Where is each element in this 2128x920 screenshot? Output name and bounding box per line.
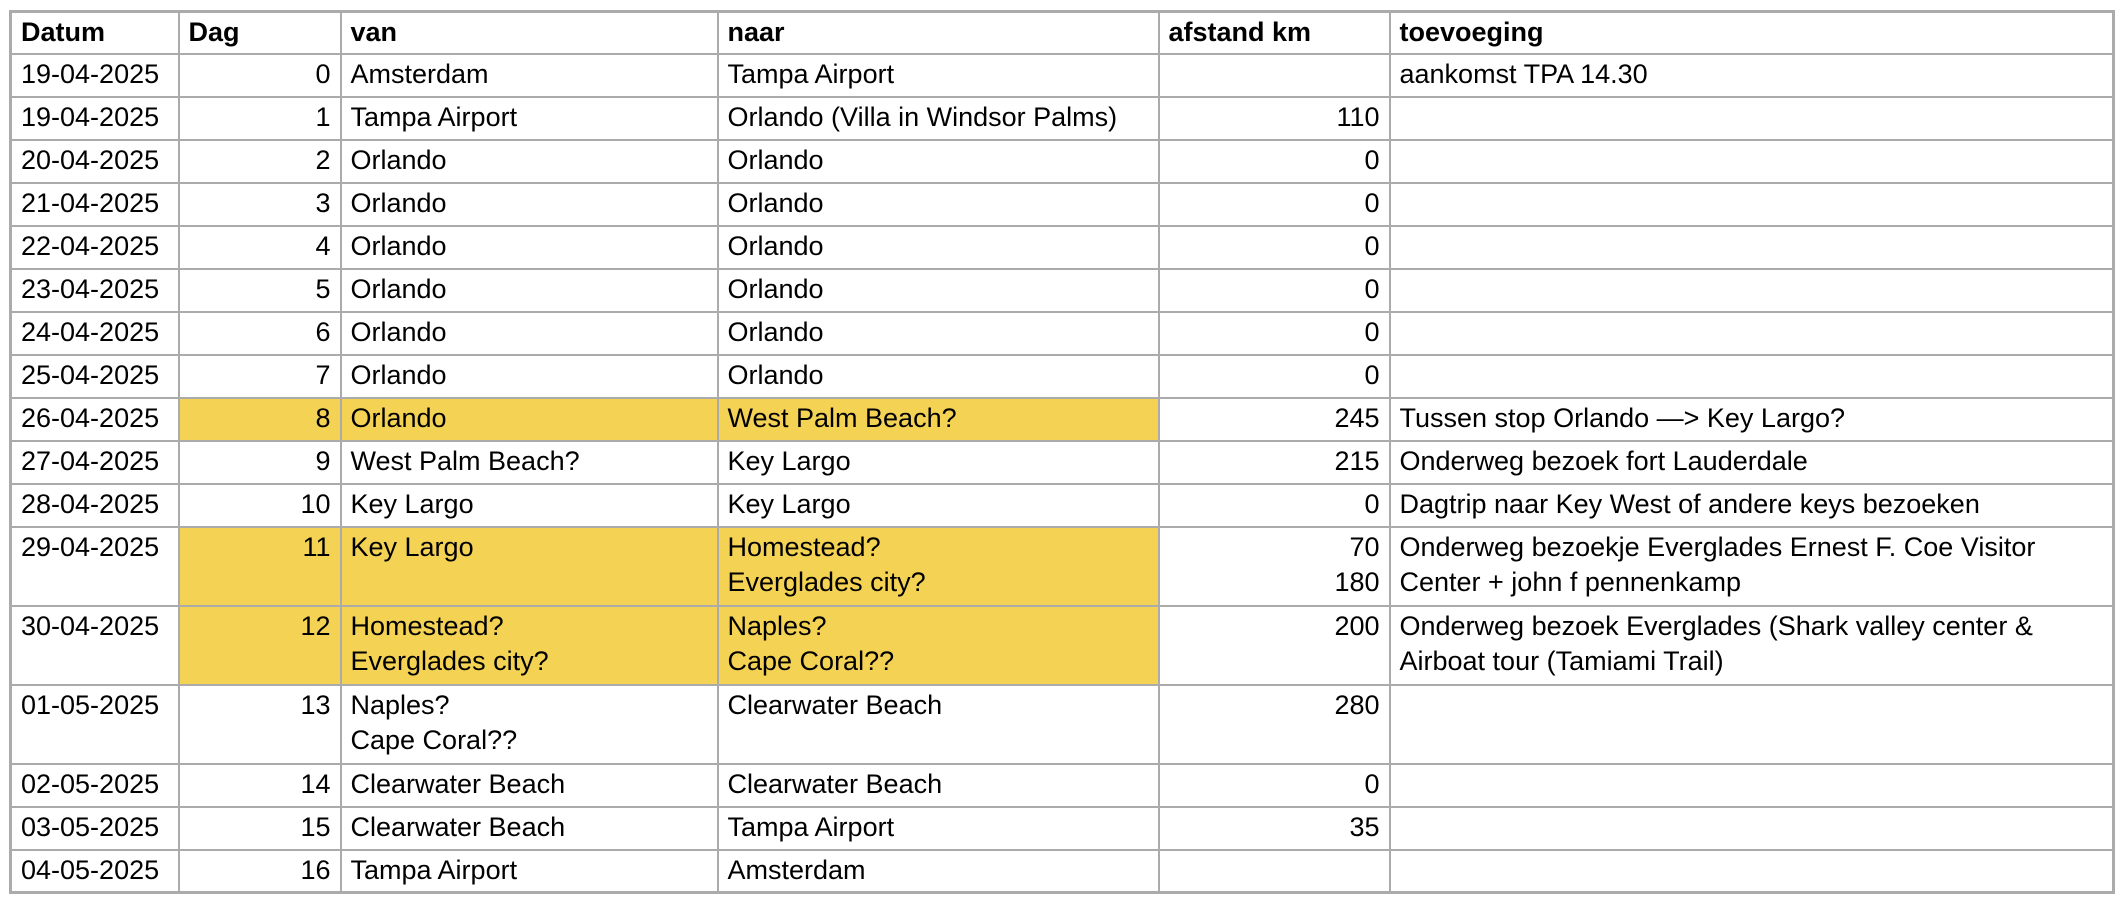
cell-dag[interactable]: 9 [179,441,341,484]
cell-van[interactable]: Orlando [341,226,718,269]
table-row [11,355,2114,398]
table-body [11,54,2114,893]
cell-afstand-km[interactable]: 35 [1159,807,1390,850]
cell-toevoeging[interactable] [1390,807,2114,850]
cell-dag[interactable]: 2 [179,140,341,183]
cell-toevoeging[interactable] [1390,183,2114,226]
cell-afstand-km[interactable]: 280 [1159,685,1390,764]
cell-naar[interactable]: Tampa Airport [718,54,1159,97]
table-row [11,140,2114,183]
column-header-datum[interactable]: Datum [11,12,179,54]
table-row [11,398,2114,441]
cell-van[interactable]: Key Largo [341,484,718,527]
cell-datum[interactable]: 20-04-2025 [11,140,179,183]
cell-datum[interactable]: 04-05-2025 [11,850,179,893]
cell-van[interactable]: Tampa Airport [341,850,718,893]
cell-toevoeging[interactable] [1390,140,2114,183]
cell-van[interactable]: Key Largo [341,527,718,606]
cell-naar[interactable]: Orlando [718,312,1159,355]
table-row [11,764,2114,807]
cell-van[interactable]: Homestead? Everglades city? [341,606,718,685]
cell-dag[interactable]: 6 [179,312,341,355]
cell-afstand-km[interactable] [1159,54,1390,97]
cell-toevoeging[interactable]: Tussen stop Orlando —> Key Largo? [1390,398,2114,441]
cell-dag[interactable]: 16 [179,850,341,893]
spreadsheet [9,10,2115,894]
cell-afstand-km[interactable]: 0 [1159,140,1390,183]
cell-dag[interactable]: 12 [179,606,341,685]
cell-datum[interactable]: 23-04-2025 [11,269,179,312]
cell-dag[interactable]: 11 [179,527,341,606]
cell-van[interactable]: Clearwater Beach [341,807,718,850]
cell-toevoeging[interactable]: Onderweg bezoek Everglades (Shark valley center & Airboat tour (Tamiami Trail) [1390,606,2114,685]
table-row [11,54,2114,97]
cell-naar[interactable]: Orlando [718,226,1159,269]
cell-van[interactable]: Orlando [341,140,718,183]
cell-naar[interactable]: Amsterdam [718,850,1159,893]
cell-dag[interactable]: 3 [179,183,341,226]
cell-dag[interactable]: 1 [179,97,341,140]
cell-datum[interactable]: 21-04-2025 [11,183,179,226]
cell-afstand-km[interactable]: 0 [1159,183,1390,226]
cell-naar[interactable]: Orlando (Villa in Windsor Palms) [718,97,1159,140]
cell-van[interactable]: Orlando [341,312,718,355]
cell-toevoeging[interactable]: Onderweg bezoek fort Lauderdale [1390,441,2114,484]
table-row [11,226,2114,269]
column-header-naar[interactable]: naar [718,12,1159,54]
table-row [11,484,2114,527]
cell-naar[interactable]: Orlando [718,140,1159,183]
table-row [11,97,2114,140]
cell-toevoeging[interactable] [1390,269,2114,312]
cell-datum[interactable]: 29-04-2025 [11,527,179,606]
cell-dag[interactable]: 10 [179,484,341,527]
cell-van[interactable]: Orlando [341,269,718,312]
cell-datum[interactable]: 25-04-2025 [11,355,179,398]
table-row [11,183,2114,226]
cell-dag[interactable]: 0 [179,54,341,97]
cell-datum[interactable]: 19-04-2025 [11,97,179,140]
cell-van[interactable]: Naples? Cape Coral?? [341,685,718,764]
cell-toevoeging[interactable] [1390,312,2114,355]
cell-toevoeging[interactable]: Dagtrip naar Key West of andere keys bezoeken [1390,484,2114,527]
cell-naar[interactable]: Clearwater Beach [718,764,1159,807]
table-row [11,685,2114,764]
cell-dag[interactable]: 15 [179,807,341,850]
cell-afstand-km[interactable]: 0 [1159,226,1390,269]
table-row [11,527,2114,606]
cell-datum[interactable]: 02-05-2025 [11,764,179,807]
cell-toevoeging[interactable] [1390,850,2114,893]
cell-dag[interactable]: 5 [179,269,341,312]
cell-afstand-km[interactable] [1159,850,1390,893]
column-header-van[interactable]: van [341,12,718,54]
cell-afstand-km[interactable]: 110 [1159,97,1390,140]
cell-van[interactable]: Orlando [341,355,718,398]
table-row [11,606,2114,685]
cell-naar[interactable]: Naples? Cape Coral?? [718,606,1159,685]
table-row [11,441,2114,484]
cell-toevoeging[interactable]: aankomst TPA 14.30 [1390,54,2114,97]
cell-afstand-km[interactable]: 200 [1159,606,1390,685]
cell-afstand-km[interactable]: 0 [1159,312,1390,355]
cell-datum[interactable]: 22-04-2025 [11,226,179,269]
cell-toevoeging[interactable] [1390,764,2114,807]
cell-afstand-km[interactable]: 0 [1159,269,1390,312]
cell-toevoeging[interactable] [1390,226,2114,269]
cell-toevoeging[interactable] [1390,685,2114,764]
cell-dag[interactable]: 7 [179,355,341,398]
column-header-toevoeging[interactable]: toevoeging [1390,12,2114,54]
cell-van[interactable]: Orlando [341,183,718,226]
cell-datum[interactable]: 24-04-2025 [11,312,179,355]
cell-afstand-km[interactable]: 0 [1159,764,1390,807]
cell-toevoeging[interactable] [1390,355,2114,398]
cell-dag[interactable]: 13 [179,685,341,764]
cell-van[interactable]: Orlando [341,398,718,441]
cell-naar[interactable]: Homestead? Everglades city? [718,527,1159,606]
cell-dag[interactable]: 4 [179,226,341,269]
itinerary-table [9,10,2115,894]
column-header-dag[interactable]: Dag [179,12,341,54]
cell-naar[interactable]: Orlando [718,269,1159,312]
cell-datum[interactable]: 19-04-2025 [11,54,179,97]
cell-van[interactable]: Clearwater Beach [341,764,718,807]
cell-naar[interactable]: West Palm Beach? [718,398,1159,441]
table-row [11,850,2114,893]
cell-naar[interactable]: Tampa Airport [718,807,1159,850]
cell-afstand-km[interactable]: 0 [1159,355,1390,398]
cell-datum[interactable]: 28-04-2025 [11,484,179,527]
table-row [11,312,2114,355]
cell-naar[interactable]: Orlando [718,355,1159,398]
cell-dag[interactable]: 8 [179,398,341,441]
cell-afstand-km[interactable]: 0 [1159,484,1390,527]
cell-afstand-km[interactable]: 245 [1159,398,1390,441]
table-row [11,269,2114,312]
cell-naar[interactable]: Key Largo [718,484,1159,527]
cell-afstand-km[interactable]: 70 180 [1159,527,1390,606]
cell-naar[interactable]: Key Largo [718,441,1159,484]
cell-van[interactable]: Tampa Airport [341,97,718,140]
cell-datum[interactable]: 01-05-2025 [11,685,179,764]
column-header-afstand-km[interactable]: afstand km [1159,12,1390,54]
cell-dag[interactable]: 14 [179,764,341,807]
cell-van[interactable]: Amsterdam [341,54,718,97]
cell-afstand-km[interactable]: 215 [1159,441,1390,484]
cell-toevoeging[interactable] [1390,97,2114,140]
cell-naar[interactable]: Clearwater Beach [718,685,1159,764]
header-row [11,12,2114,54]
cell-van[interactable]: West Palm Beach? [341,441,718,484]
cell-datum[interactable]: 27-04-2025 [11,441,179,484]
cell-datum[interactable]: 03-05-2025 [11,807,179,850]
cell-datum[interactable]: 30-04-2025 [11,606,179,685]
cell-datum[interactable]: 26-04-2025 [11,398,179,441]
cell-toevoeging[interactable]: Onderweg bezoekje Everglades Ernest F. Coe Visitor Center + john f pennenkamp [1390,527,2114,606]
cell-naar[interactable]: Orlando [718,183,1159,226]
table-row [11,807,2114,850]
